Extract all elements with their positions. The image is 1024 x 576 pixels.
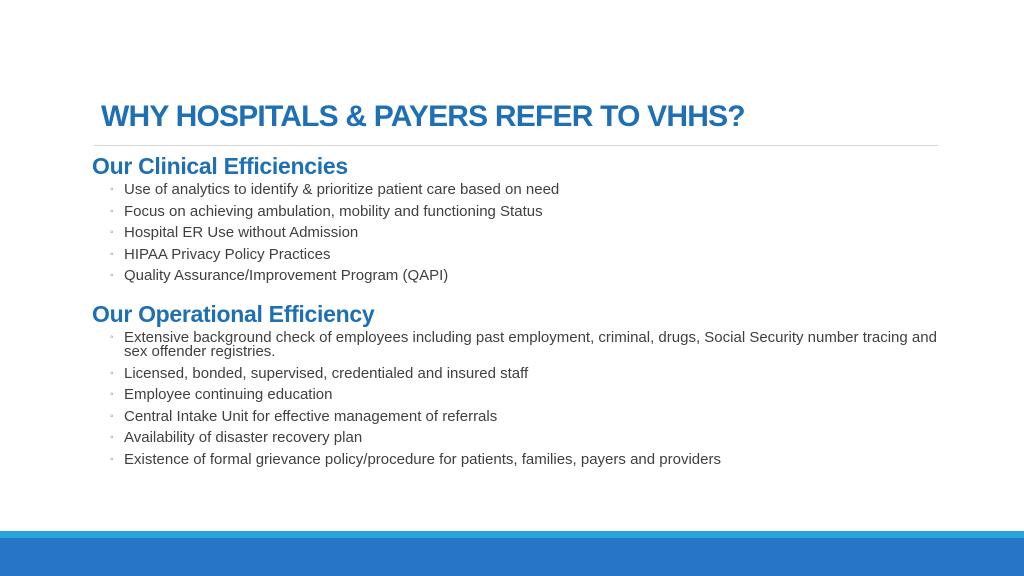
section-clinical-efficiencies [92, 152, 942, 291]
footer-accent-stripe [0, 531, 1024, 538]
bullet-icon: ◦ [110, 332, 114, 343]
list-item [92, 269, 942, 283]
bullet-icon: ◦ [110, 184, 114, 195]
list-item [92, 245, 942, 263]
bullet-icon: ◦ [110, 248, 114, 260]
list-item-text: HIPAA Privacy Policy Practices [124, 245, 331, 263]
list-item [92, 431, 942, 445]
list-item [92, 202, 942, 220]
bullet-icon: ◦ [110, 410, 114, 422]
list-item-text: Extensive background check of employees including past employment, criminal, drugs, Social Security number tracing and sex offender registries. [124, 329, 937, 360]
section-heading: Our Operational Efficiency [92, 301, 375, 327]
bullet-icon: ◦ [110, 453, 114, 465]
bullet-icon: ◦ [110, 432, 114, 444]
bullet-list [92, 331, 942, 467]
list-item-text: Licensed, bonded, supervised, credentialed and insured staff [124, 364, 529, 382]
bullet-icon: ◦ [110, 270, 114, 282]
title-divider [94, 145, 938, 146]
list-item [92, 183, 942, 197]
footer-bar [0, 538, 1024, 576]
bullet-list [92, 183, 942, 283]
list-item-text: Central Intake Unit for effective management of referrals [124, 407, 498, 425]
list-item [92, 407, 942, 425]
section-heading: Our Clinical Efficiencies [92, 153, 348, 179]
list-item [92, 450, 942, 468]
bullet-icon: ◦ [110, 227, 114, 239]
list-item-text: Use of analytics to identify & prioritize patient care based on need [124, 181, 560, 198]
section-operational-efficiency [92, 300, 942, 475]
list-item-text: Quality Assurance/Improvement Program (QAPI) [124, 267, 449, 285]
list-item-text: Availability of disaster recovery plan [124, 429, 363, 447]
bullet-icon: ◦ [110, 205, 114, 217]
list-item [92, 226, 942, 240]
list-item-text: Focus on achieving ambulation, mobility and functioning Status [124, 202, 543, 220]
list-item-text: Existence of formal grievance policy/procedure for patients, families, payers and providers [124, 450, 721, 468]
list-item-text: Employee continuing education [124, 386, 333, 404]
bullet-icon: ◦ [110, 367, 114, 379]
bullet-icon: ◦ [110, 389, 114, 401]
list-item [92, 388, 942, 402]
list-item [92, 331, 942, 359]
slide-title: WHY HOSPITALS & PAYERS REFER TO VHHS? [101, 100, 745, 133]
list-item-text: Hospital ER Use without Admission [124, 224, 359, 242]
list-item [92, 364, 942, 382]
